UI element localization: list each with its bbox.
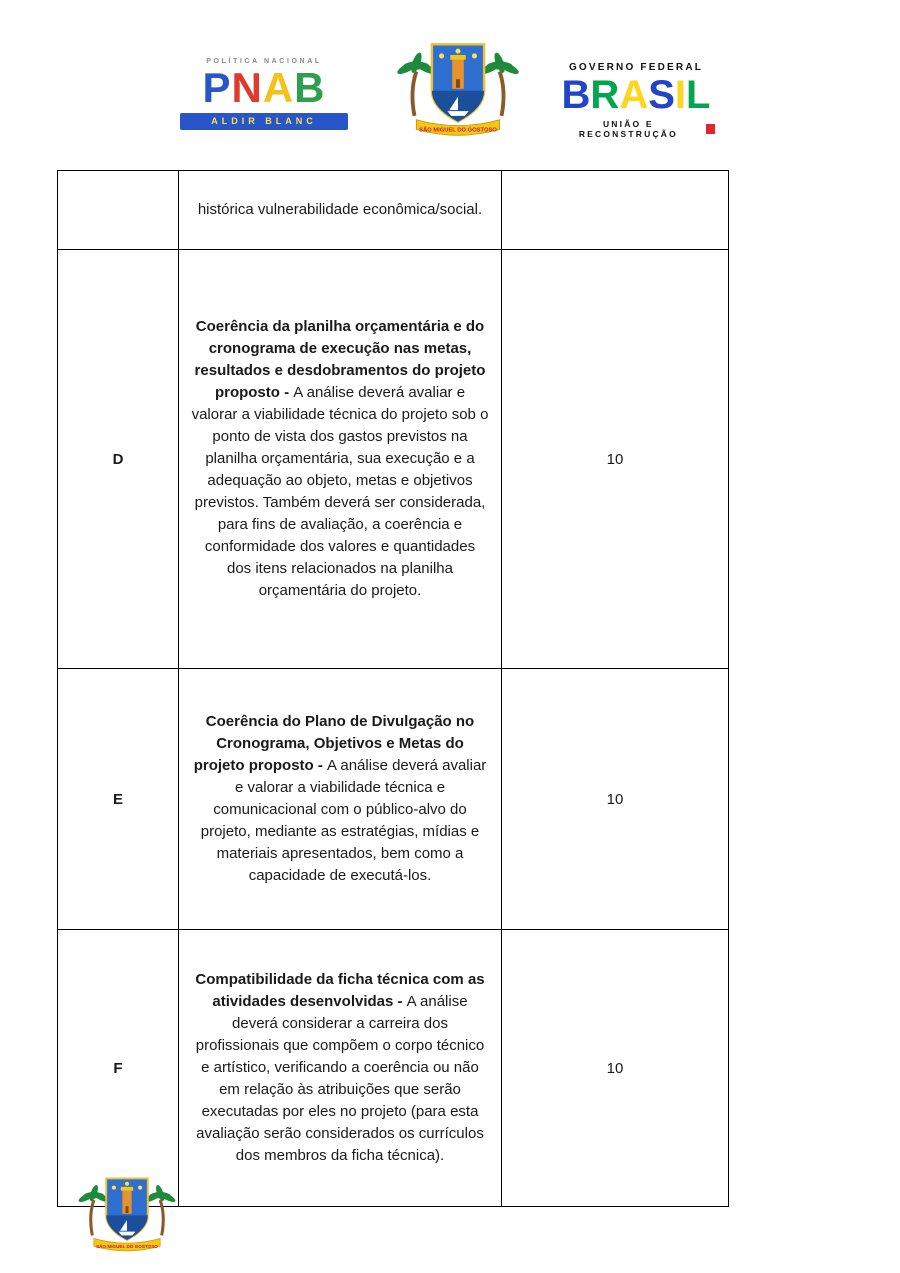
criterion-text: A análise deverá avaliar e valorar a viabilidade técnica e comunicacional com o público-alvo do projeto, mediante as estratégias, mídias e materiais apresentados, bem como a capacidade de executá-los. [200,757,487,884]
gov-top-label: GOVERNO FEDERAL [568,62,704,73]
municipal-crest-header [383,25,533,145]
pnab-bottom-label: ALDIR BLANC [211,116,317,126]
criterion-score: 10 [502,669,729,930]
criterion-description [179,930,502,1207]
wordmark-letter: R [590,73,620,117]
pnab-wordmark [180,64,348,111]
shield-icon [106,1178,148,1240]
shield-icon [432,44,484,121]
criterion-id: F [58,930,179,1207]
lighthouse-icon [450,55,465,89]
gov-red-accent-icon [706,124,715,134]
wordmark-letter: P [202,64,232,111]
municipal-crest-icon [68,1163,186,1257]
criterion-title: Coerência da planilha orçamentária e do cronograma de execução nas metas, resultados e desdobramentos do projeto proposto - [194,318,486,401]
criterion-description [179,250,502,669]
wordmark-letter: N [231,64,263,111]
brasil-wordmark [557,75,715,115]
crest-banner-text: SÃO MIGUEL DO GOSTOSO [419,127,497,134]
table-row [58,171,729,250]
wordmark-letter: L [686,73,711,117]
table-row [58,669,729,930]
criterion-title: Coerência do Plano de Divulgação no Cronograma, Objetivos e Metas do projeto proposto - [193,713,475,774]
criterion-score: 10 [502,250,729,669]
wordmark-letter: B [561,73,591,117]
municipal-crest-footer [68,1163,186,1259]
criterion-description [179,669,502,930]
criterion-id [58,171,179,250]
gov-bottom-label: UNIÃO E RECONSTRUÇÃO [578,119,678,139]
criterion-id: E [58,669,179,930]
criterion-text: histórica vulnerabilidade econômica/social. [197,201,483,218]
criterion-score: 10 [502,930,729,1207]
pnab-logo [180,58,348,130]
wordmark-letter: A [619,73,649,117]
wordmark-letter: A [262,64,295,111]
wordmark-letter: S [648,73,675,117]
table-row [58,250,729,669]
crest-banner-text: SÃO MIGUEL DO GOSTOSO [96,1243,158,1249]
criterion-description [179,171,502,250]
criterion-text: A análise deverá considerar a carreira dos profissionais que compõem o corpo técnico e artístico, verificando a coerência ou não em relação às atribuições que serão executadas por eles no projeto (para esta avaliação serão considerados os currículos dos membros da ficha técnica). [195,993,485,1164]
pnab-blue-bar [180,113,348,130]
criterion-text: A análise deverá avaliar e valorar a viabilidade técnica do projeto sob o ponto de vista dos gastos previstos na planilha orçamentária, sua execução e a adequação ao objeto, metas e objetivos previstos. Também deverá ser considerada, para fins de avaliação, a coerência e conformidade dos valores e quantidades dos itens relacionados na planilha orçamentária do projeto. [191,384,489,599]
criterion-id: D [58,250,179,669]
governo-federal-logo [557,62,715,139]
criterion-title: Compatibilidade da ficha técnica com as atividades desenvolvidas - [195,971,485,1010]
criterion-score [502,171,729,250]
criteria-table [57,170,729,1207]
wordmark-letter: B [294,64,326,111]
lighthouse-icon [121,1187,133,1214]
municipal-crest-icon [383,25,533,143]
pnab-top-label: POLÍTICA NACIONAL [206,58,322,65]
wordmark-letter: I [674,73,687,117]
